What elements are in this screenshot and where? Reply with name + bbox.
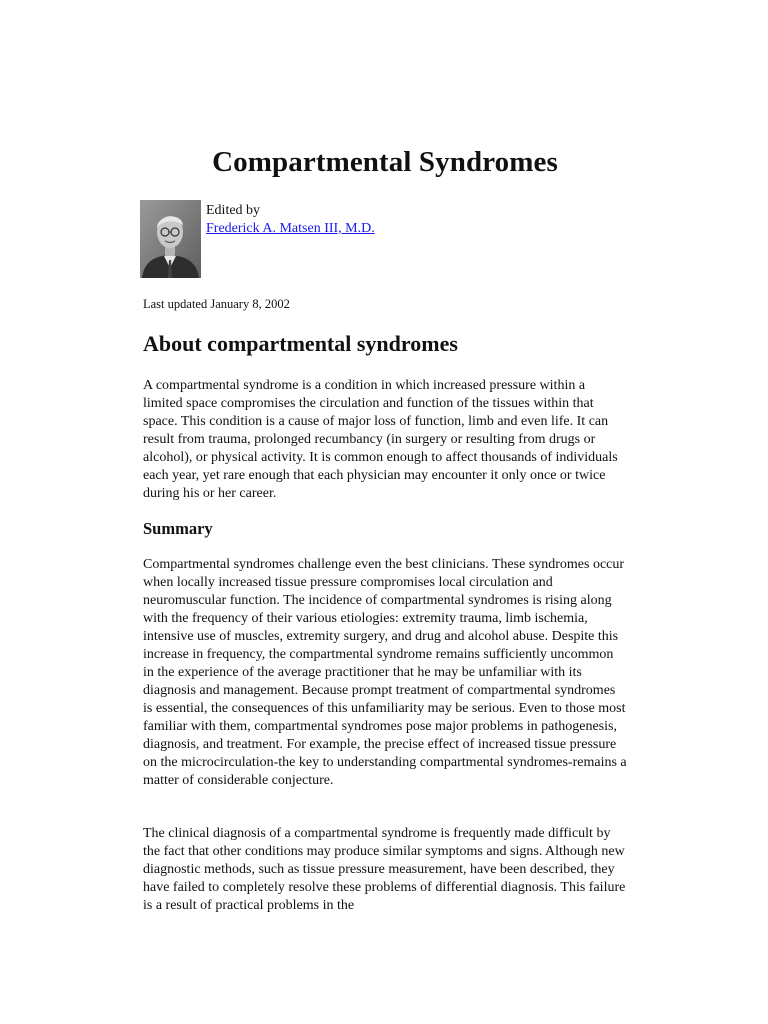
editor-block <box>140 200 560 280</box>
intro-paragraph: A compartmental syndrome is a condition in which increased pressure within a limited space compromises the circulation and function of the tissues within that space. This condition is a cause of major loss of function, limb and even life. It can result from trauma, prolonged recumbancy (in surgery or resulting from drugs or alcohol), or physical activity. It is common enough to affect thousands of individuals each year, yet rare enough that each physician may encounter it only once or twice during his or her career. <box>143 378 618 501</box>
summary-paragraph: The clinical diagnosis of a compartmental syndrome is frequently made difficult by the fact that other conditions may produce similar symptoms and signs. Although new diagnostic methods, such as tissue pressure measurement, have been described, they have failed to completely resolve these problems of differential diagnosis. This failure is a result of practical problems in the <box>143 826 626 913</box>
summary-heading: Summary <box>143 519 213 538</box>
page-title: Compartmental Syndromes <box>212 146 558 178</box>
editor-photo <box>140 200 201 278</box>
edited-by-label: Edited by <box>206 203 261 218</box>
summary-paragraph: Compartmental syndromes challenge even the best clinicians. These syndromes occur when locally increased tissue pressure compromises local circulation and neuromuscular function. The incidence of compartmental syndromes is rising along with the frequency of their various etiologies: extremity trauma, limb ischemia, intensive use of muscles, extremity surgery, and drug and alcohol abuse. Despite this increase in frequency, the compartmental syndrome remains sufficiently uncommon in the experience of the average practitioner that he may be unfamiliar with its diagnosis and management. Because prompt treatment of compartmental syndromes is essential, the consequences of this unfamiliarity may be serious. Even to those most familiar with them, compartmental syndromes pose major problems in pathogenesis, diagnosis, and treatment. For example, the precise effect of increased tissue pressure on the microcirculation-the key to understanding compartmental syndromes-remains a matter of considerable conjecture. <box>143 557 627 788</box>
section-heading: About compartmental syndromes <box>143 331 458 356</box>
last-updated-text: Last updated January 8, 2002 <box>143 297 290 311</box>
editor-name-link[interactable]: Frederick A. Matsen III, M.D. <box>206 221 375 236</box>
